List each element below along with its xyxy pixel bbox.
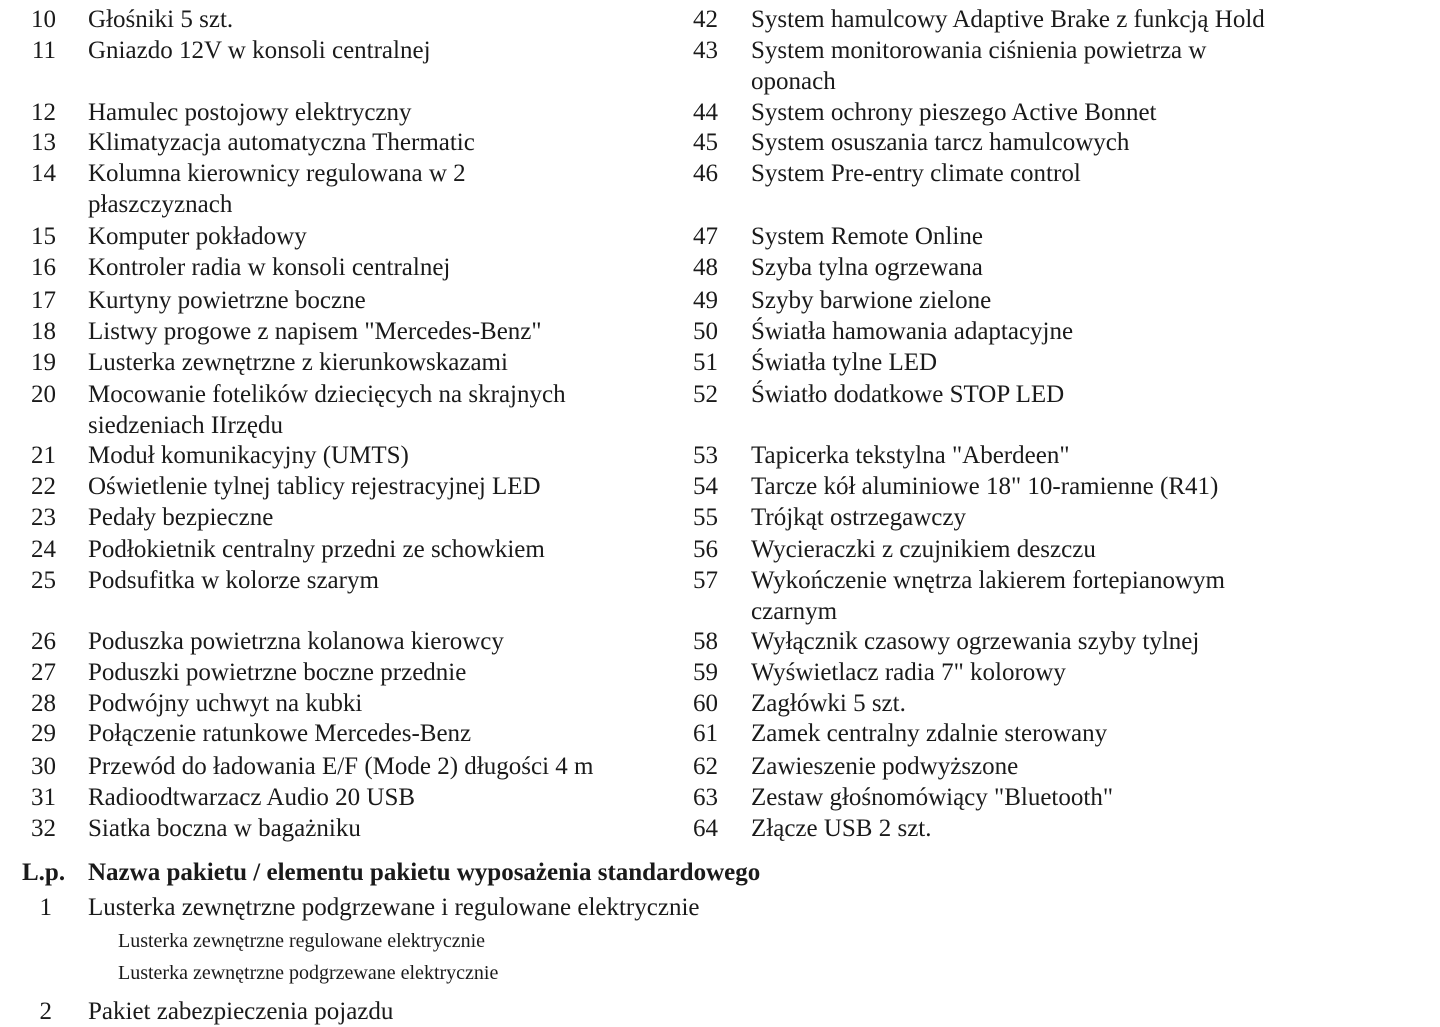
item-name-line: Kurtyny powietrzne boczne bbox=[88, 287, 366, 314]
item-number: 17 bbox=[31, 287, 56, 314]
item-number: 19 bbox=[31, 349, 56, 376]
item-number: 51 bbox=[693, 349, 718, 376]
item-name-line: Światło dodatkowe STOP LED bbox=[751, 381, 1065, 408]
item-name-line: Wycieraczki z czujnikiem deszczu bbox=[751, 536, 1096, 563]
item-name-line: Wykończenie wnętrza lakierem fortepianowym bbox=[751, 567, 1225, 594]
item-name-line: Szyba tylna ogrzewana bbox=[751, 254, 983, 281]
item-number: 27 bbox=[31, 659, 56, 686]
package-number: 1 bbox=[39, 894, 52, 921]
item-number: 59 bbox=[693, 659, 718, 686]
item-name bbox=[88, 440, 409, 471]
item-name bbox=[88, 97, 412, 128]
item-name-line: Wyłącznik czasowy ogrzewania szyby tylnej bbox=[751, 628, 1200, 655]
item-name-line: Gniazdo 12V w konsoli centralnej bbox=[88, 37, 431, 64]
item-number: 62 bbox=[693, 753, 718, 780]
lp-column-header: L.p. bbox=[22, 859, 66, 886]
item-name bbox=[88, 688, 362, 719]
item-number: 14 bbox=[31, 160, 56, 187]
item-number: 63 bbox=[693, 784, 718, 811]
item-name bbox=[88, 316, 542, 347]
item-name-line: Zamek centralny zdalnie sterowany bbox=[751, 720, 1108, 747]
item-name-line: Podłokietnik centralny przedni ze schowkiem bbox=[88, 536, 545, 563]
item-name bbox=[751, 379, 1064, 410]
item-number: 43 bbox=[693, 37, 718, 64]
item-number: 25 bbox=[31, 567, 56, 594]
item-name bbox=[751, 97, 1156, 128]
item-number: 15 bbox=[31, 223, 56, 250]
item-number: 13 bbox=[31, 129, 56, 156]
item-name-line: Listwy progowe z napisem "Mercedes-Benz" bbox=[88, 318, 542, 345]
item-name bbox=[88, 221, 307, 252]
item-name bbox=[88, 252, 450, 283]
item-name-line: System Pre-entry climate control bbox=[751, 160, 1081, 187]
item-name bbox=[88, 813, 361, 844]
item-number: 61 bbox=[693, 720, 718, 747]
item-number: 57 bbox=[693, 567, 718, 594]
item-number: 56 bbox=[693, 536, 718, 563]
item-name-line: Podwójny uchwyt na kubki bbox=[88, 690, 363, 717]
item-name-line: Głośniki 5 szt. bbox=[88, 6, 234, 33]
item-name bbox=[88, 35, 431, 66]
item-name-line: Światła tylne LED bbox=[751, 349, 938, 376]
item-number: 16 bbox=[31, 254, 56, 281]
item-name bbox=[751, 35, 1206, 97]
item-number: 20 bbox=[31, 381, 56, 408]
item-name bbox=[88, 158, 466, 220]
item-name bbox=[751, 158, 1081, 189]
item-name-line: Podsufitka w kolorze szarym bbox=[88, 567, 379, 594]
item-name-line: Przewód do ładowania E/F (Mode 2) długości 4 m bbox=[88, 753, 594, 780]
item-name-line: Wyświetlacz radia 7" kolorowy bbox=[751, 659, 1066, 686]
item-name bbox=[751, 813, 932, 844]
item-name-line: siedzeniach IIrzędu bbox=[88, 412, 284, 439]
item-name bbox=[88, 718, 471, 749]
item-number: 10 bbox=[31, 6, 56, 33]
item-number: 12 bbox=[31, 99, 56, 126]
item-name bbox=[751, 316, 1073, 347]
item-number: 44 bbox=[693, 99, 718, 126]
item-number: 18 bbox=[31, 318, 56, 345]
item-name-line: Oświetlenie tylnej tablicy rejestracyjnej LED bbox=[88, 473, 541, 500]
item-name-line: Trójkąt ostrzegawczy bbox=[751, 504, 966, 531]
item-name-line: Pedały bezpieczne bbox=[88, 504, 274, 531]
item-name bbox=[88, 565, 379, 596]
item-name bbox=[751, 285, 991, 316]
item-name-line: Zagłówki 5 szt. bbox=[751, 690, 906, 717]
item-name-line: Hamulec postojowy elektryczny bbox=[88, 99, 412, 126]
item-name-line: czarnym bbox=[751, 598, 838, 625]
item-name bbox=[751, 221, 983, 252]
item-number: 23 bbox=[31, 504, 56, 531]
item-name bbox=[751, 688, 906, 719]
item-name bbox=[88, 657, 466, 688]
item-name-line: Połączenie ratunkowe Mercedes-Benz bbox=[88, 720, 472, 747]
item-name bbox=[751, 534, 1096, 565]
item-number: 21 bbox=[31, 442, 56, 469]
item-number: 11 bbox=[31, 37, 56, 64]
package-name: Pakiet zabezpieczenia pojazdu bbox=[88, 998, 394, 1025]
item-name bbox=[751, 502, 966, 533]
item-number: 64 bbox=[693, 815, 718, 842]
item-number: 22 bbox=[31, 473, 56, 500]
item-number: 32 bbox=[31, 815, 56, 842]
item-name-line: Zestaw głośnomówiący "Bluetooth" bbox=[751, 784, 1114, 811]
item-number: 50 bbox=[693, 318, 718, 345]
item-name-line: Siatka boczna w bagażniku bbox=[88, 815, 361, 842]
item-name-line: Tapicerka tekstylna "Aberdeen" bbox=[751, 442, 1070, 469]
item-number: 29 bbox=[31, 720, 56, 747]
item-name bbox=[751, 440, 1070, 471]
item-number: 54 bbox=[693, 473, 718, 500]
item-number: 48 bbox=[693, 254, 718, 281]
item-name-line: Złącze USB 2 szt. bbox=[751, 815, 932, 842]
item-number: 28 bbox=[31, 690, 56, 717]
item-name-line: System osuszania tarcz hamulcowych bbox=[751, 129, 1130, 156]
item-name bbox=[751, 252, 983, 283]
item-name bbox=[751, 751, 1018, 782]
item-name-line: Radioodtwarzacz Audio 20 USB bbox=[88, 784, 416, 811]
item-number: 53 bbox=[693, 442, 718, 469]
item-name-line: Komputer pokładowy bbox=[88, 223, 307, 250]
item-name-line: płaszczyznach bbox=[88, 191, 233, 218]
item-name bbox=[88, 534, 545, 565]
item-name bbox=[88, 751, 593, 782]
item-name-line: Światła hamowania adaptacyjne bbox=[751, 318, 1074, 345]
item-number: 31 bbox=[31, 784, 56, 811]
item-name bbox=[88, 4, 233, 35]
item-number: 26 bbox=[31, 628, 56, 655]
item-number: 60 bbox=[693, 690, 718, 717]
item-name bbox=[88, 347, 508, 378]
item-name bbox=[751, 782, 1113, 813]
item-number: 42 bbox=[693, 6, 718, 33]
item-name bbox=[88, 782, 415, 813]
item-number: 46 bbox=[693, 160, 718, 187]
item-name-line: Zawieszenie podwyższone bbox=[751, 753, 1019, 780]
item-number: 58 bbox=[693, 628, 718, 655]
item-name-line: Mocowanie fotelików dziecięcych na skrajnych bbox=[88, 381, 566, 408]
item-name-line: Poduszki powietrzne boczne przednie bbox=[88, 659, 467, 686]
item-number: 24 bbox=[31, 536, 56, 563]
item-name-line: System monitorowania ciśnienia powietrza w bbox=[751, 37, 1207, 64]
item-name-line: Kontroler radia w konsoli centralnej bbox=[88, 254, 451, 281]
item-name-line: oponach bbox=[751, 68, 836, 95]
item-name-line: Poduszka powietrzna kolanowa kierowcy bbox=[88, 628, 504, 655]
item-name-line: Lusterka zewnętrzne z kierunkowskazami bbox=[88, 349, 508, 376]
package-name: Lusterka zewnętrzne podgrzewane i regulowane elektrycznie bbox=[88, 894, 700, 921]
item-name bbox=[751, 626, 1199, 657]
item-name bbox=[751, 4, 1265, 35]
item-name-line: Kolumna kierownicy regulowana w 2 bbox=[88, 160, 466, 187]
item-name bbox=[751, 471, 1218, 502]
item-number: 52 bbox=[693, 381, 718, 408]
item-name bbox=[751, 718, 1107, 749]
item-number: 49 bbox=[693, 287, 718, 314]
item-number: 45 bbox=[693, 129, 718, 156]
item-name bbox=[88, 285, 366, 316]
item-name bbox=[751, 565, 1225, 627]
item-number: 55 bbox=[693, 504, 718, 531]
item-name bbox=[751, 127, 1129, 158]
package-name-column-header: Nazwa pakietu / elementu pakietu wyposażenia standardowego bbox=[88, 859, 761, 886]
item-name-line: System hamulcowy Adaptive Brake z funkcją Hold bbox=[751, 6, 1265, 33]
item-name bbox=[88, 502, 273, 533]
item-name bbox=[88, 127, 475, 158]
item-name-line: System ochrony pieszego Active Bonnet bbox=[751, 99, 1157, 126]
item-number: 30 bbox=[31, 753, 56, 780]
item-name-line: Klimatyzacja automatyczna Thermatic bbox=[88, 129, 475, 156]
item-name-line: Szyby barwione zielone bbox=[751, 287, 992, 314]
item-name-line: Tarcze kół aluminiowe 18" 10-ramienne (R41) bbox=[751, 473, 1219, 500]
package-number: 2 bbox=[39, 998, 52, 1025]
package-subitem: Lusterka zewnętrzne regulowane elektrycznie bbox=[118, 930, 486, 952]
item-name bbox=[751, 347, 937, 378]
item-name bbox=[88, 379, 566, 441]
item-number: 47 bbox=[693, 223, 718, 250]
item-name-line: Moduł komunikacyjny (UMTS) bbox=[88, 442, 409, 469]
item-name bbox=[88, 471, 541, 502]
item-name-line: System Remote Online bbox=[751, 223, 983, 250]
item-name bbox=[751, 657, 1066, 688]
item-name bbox=[88, 626, 504, 657]
package-subitem: Lusterka zewnętrzne podgrzewane elektrycznie bbox=[118, 962, 499, 984]
